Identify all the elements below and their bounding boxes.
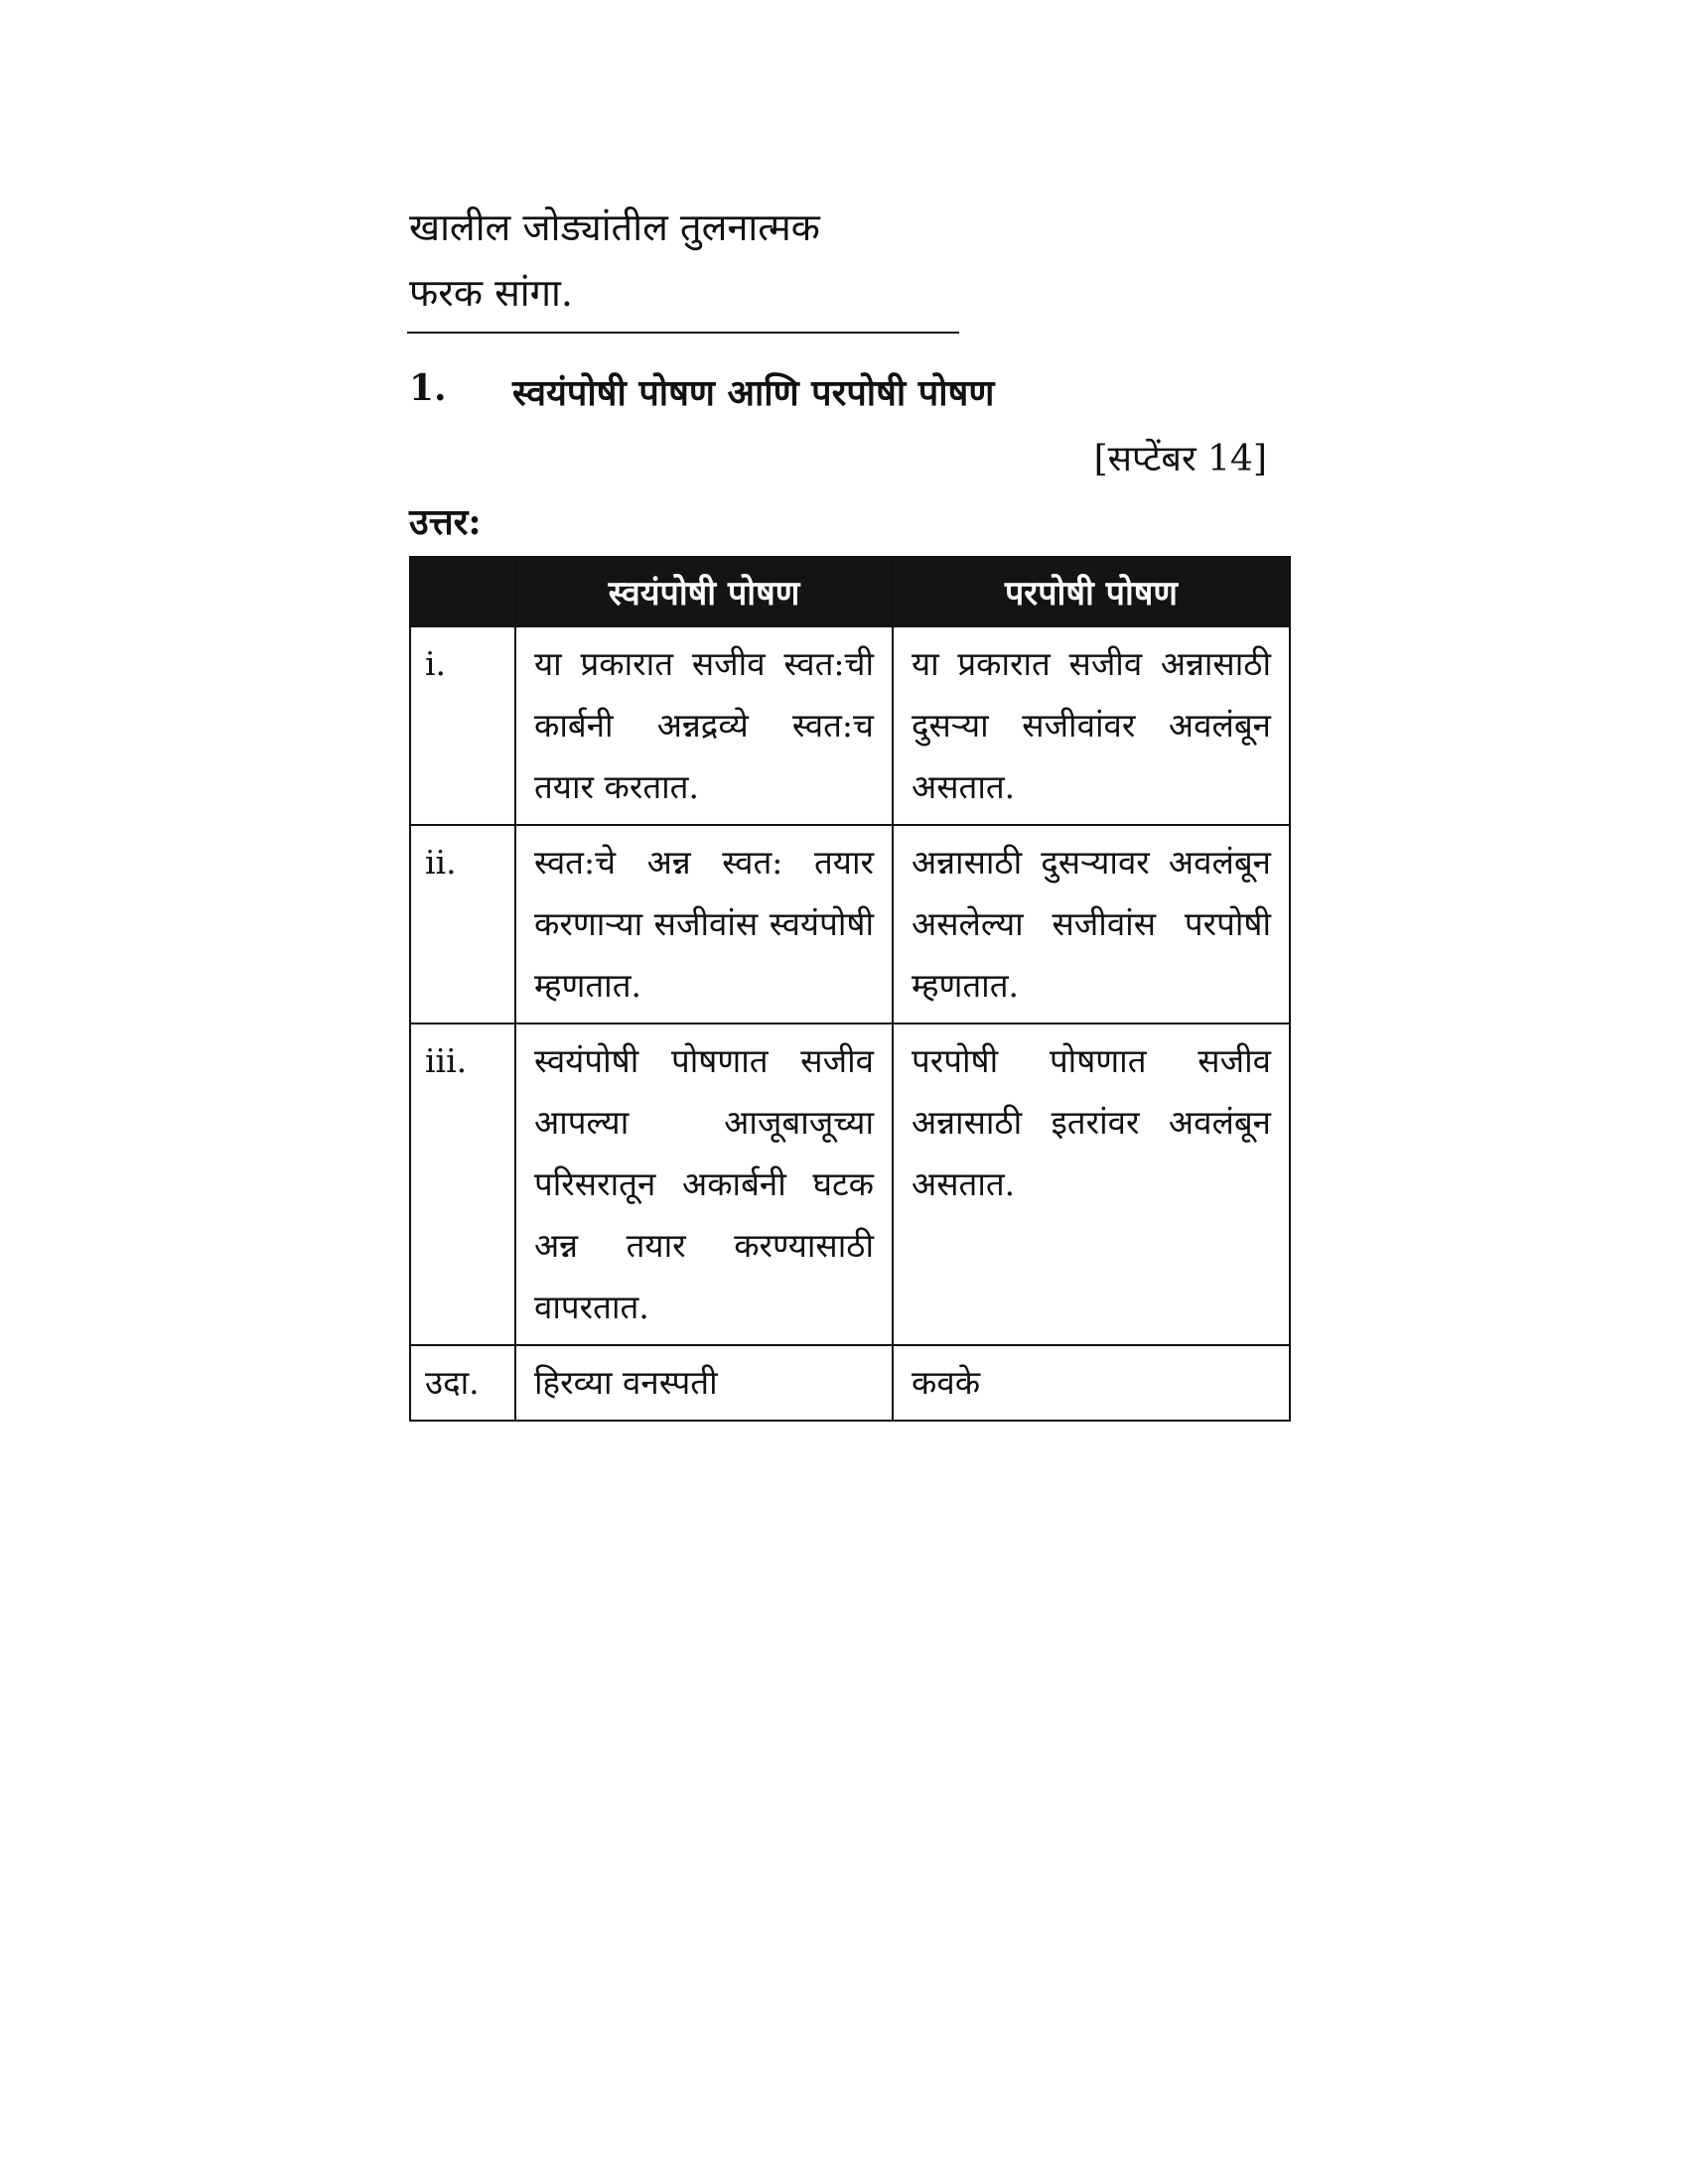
- autotrophic-cell: स्वयंपोषी पोषणात सजीव आपल्या आजूबाजूच्या परिसरातून अकार्बनी घटक अन्न तयार करण्यासाठी वापरतात.: [515, 1024, 893, 1345]
- heterotrophic-cell: अन्नासाठी दुसऱ्यावर अवलंबून असलेल्या सजीवांस परपोषी म्हणतात.: [893, 825, 1290, 1024]
- row-number: उदा.: [410, 1345, 515, 1421]
- autotrophic-cell: या प्रकारात सजीव स्वत:ची कार्बनी अन्नद्रव्ये स्वत:च तयार करतात.: [515, 626, 893, 825]
- exam-reference: [सप्टेंबर 14]: [1093, 439, 1267, 479]
- autotrophic-cell: स्वत:चे अन्न स्वत: तयार करणाऱ्या सजीवांस स्वयंपोषी म्हणतात.: [515, 825, 893, 1024]
- heterotrophic-cell: कवके: [893, 1345, 1290, 1421]
- section-heading: [409, 195, 965, 326]
- row-number: iii.: [410, 1024, 515, 1345]
- table-row: [410, 626, 1290, 825]
- table-row: [410, 825, 1290, 1024]
- heading-underline: [407, 332, 959, 334]
- question-text: स्वयंपोषी पोषण आणि परपोषी पोषण: [512, 372, 995, 414]
- table-header-row: [410, 557, 1290, 626]
- heterotrophic-cell: परपोषी पोषणात सजीव अन्नासाठी इतरांवर अवलंबून असतात.: [893, 1024, 1290, 1345]
- heterotrophic-cell: या प्रकारात सजीव अन्नासाठी दुसऱ्या सजीवांवर अवलंबून असतात.: [893, 626, 1290, 825]
- section-heading-line-2: फरक सांगा.: [409, 271, 573, 315]
- comparison-table: [409, 556, 1291, 1422]
- table-row: [410, 1345, 1290, 1421]
- section-heading-line-1: खालील जोड्यांतील तुलनात्मक: [409, 205, 820, 249]
- row-number: i.: [410, 626, 515, 825]
- table-header-heterotrophic: परपोषी पोषण: [893, 557, 1290, 626]
- question: [409, 367, 1303, 417]
- row-number: ii.: [410, 825, 515, 1024]
- table-header-autotrophic: स्वयंपोषी पोषण: [515, 557, 893, 626]
- autotrophic-cell: हिरव्या वनस्पती: [515, 1345, 893, 1421]
- answer-label: उत्तर:: [409, 501, 482, 543]
- question-number: 1.: [409, 367, 447, 409]
- table-header-index: [410, 557, 515, 626]
- table-row: [410, 1024, 1290, 1345]
